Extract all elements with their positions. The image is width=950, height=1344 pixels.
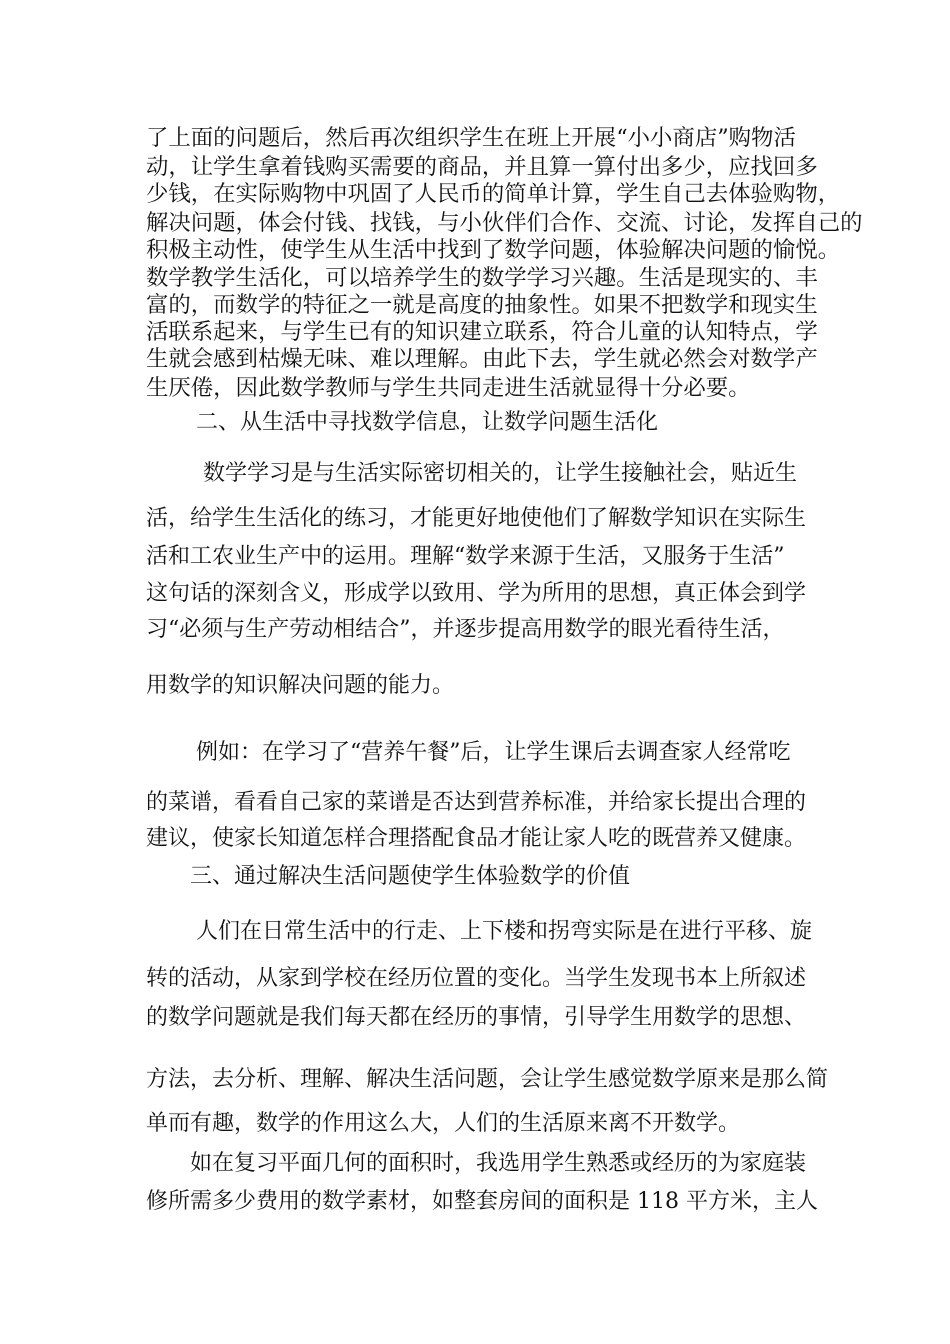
text-line: 活，给学生生活化的练习，才能更好地使他们了解数学知识在实际生: [146, 506, 807, 531]
text-line: 动，让学生拿着钱购买需要的商品，并且算一算付出多少，应找回多: [146, 154, 818, 180]
text-line: 建议，使家长知道怎样合理搭配食品才能让家人吃的既营养又健康。: [146, 826, 807, 851]
text-line: 积极主动性，使学生从生活中找到了数学问题，体验解决问题的愉悦。: [146, 237, 841, 263]
text-line: 例如：在学习了“营养午餐”后，让学生课后去调查家人经常吃: [196, 740, 791, 765]
text-line: 活和工农业生产中的运用。理解“数学来源于生活，又服务于生活”: [146, 544, 785, 569]
text-line: 数学学习是与生活实际密切相关的，让学生接触社会，贴近生: [203, 461, 798, 486]
text-line: 活联系起来，与学生已有的知识建立联系，符合儿童的认知特点，学: [146, 319, 818, 345]
text-line: 方法，去分析、理解、解决生活问题，会让学生感觉数学原来是那么简: [146, 1067, 829, 1092]
text-line: 习“必须与生产劳动相结合”，并逐步提高用数学的眼光看待生活，: [146, 617, 785, 642]
section-heading: 二、从生活中寻找数学信息，让数学问题生活化: [196, 410, 659, 435]
text-line: 这句话的深刻含义，形成学以致用、学为所用的思想，真正体会到学: [146, 581, 807, 606]
text-line: 单而有趣，数学的作用这么大，人们的生活原来离不开数学。: [146, 1111, 741, 1136]
text-line: 的数学问题就是我们每天都在经历的事情，引导学生用数学的思想、: [146, 1005, 807, 1030]
text-line: 生就会感到枯燥无味、难以理解。由此下去，学生就必然会对数学产: [146, 346, 818, 372]
text-line: 富的，而数学的特征之一就是高度的抽象性。如果不把数学和现实生: [146, 292, 818, 318]
text-line: 用数学的知识解决问题的能力。: [146, 673, 455, 698]
text-line: 人们在日常生活中的行走、上下楼和拐弯实际是在进行平移、旋: [196, 919, 813, 944]
text-line: 生厌倦，因此数学教师与学生共同走进生活就显得十分必要。: [146, 375, 751, 401]
text-line: 解决问题，体会付钱、找钱，与小伙伴们合作、交流、讨论，发挥自己的: [146, 210, 863, 236]
text-line: 转的活动，从家到学校在经历位置的变化。当学生发现书本上所叙述: [146, 966, 807, 991]
text-line: 了上面的问题后，然后再次组织学生在班上开展“小小商店”购物活: [146, 125, 796, 151]
text-line: 修所需多少费用的数学素材，如整套房间的面积是 118 平方米，主人: [146, 1189, 818, 1214]
text-line: 数学教学生活化，可以培养学生的数学学习兴趣。生活是现实的、丰: [146, 265, 818, 291]
text-line: 如在复习平面几何的面积时，我选用学生熟悉或经历的为家庭装: [190, 1151, 807, 1176]
text-line: 少钱，在实际购物中巩固了人民币的简单计算，学生自己去体验购物，: [146, 181, 841, 207]
section-heading: 三、通过解决生活问题使学生体验数学的价值: [190, 864, 631, 889]
text-line: 的菜谱，看看自己家的菜谱是否达到营养标准，并给家长提出合理的: [146, 790, 807, 815]
